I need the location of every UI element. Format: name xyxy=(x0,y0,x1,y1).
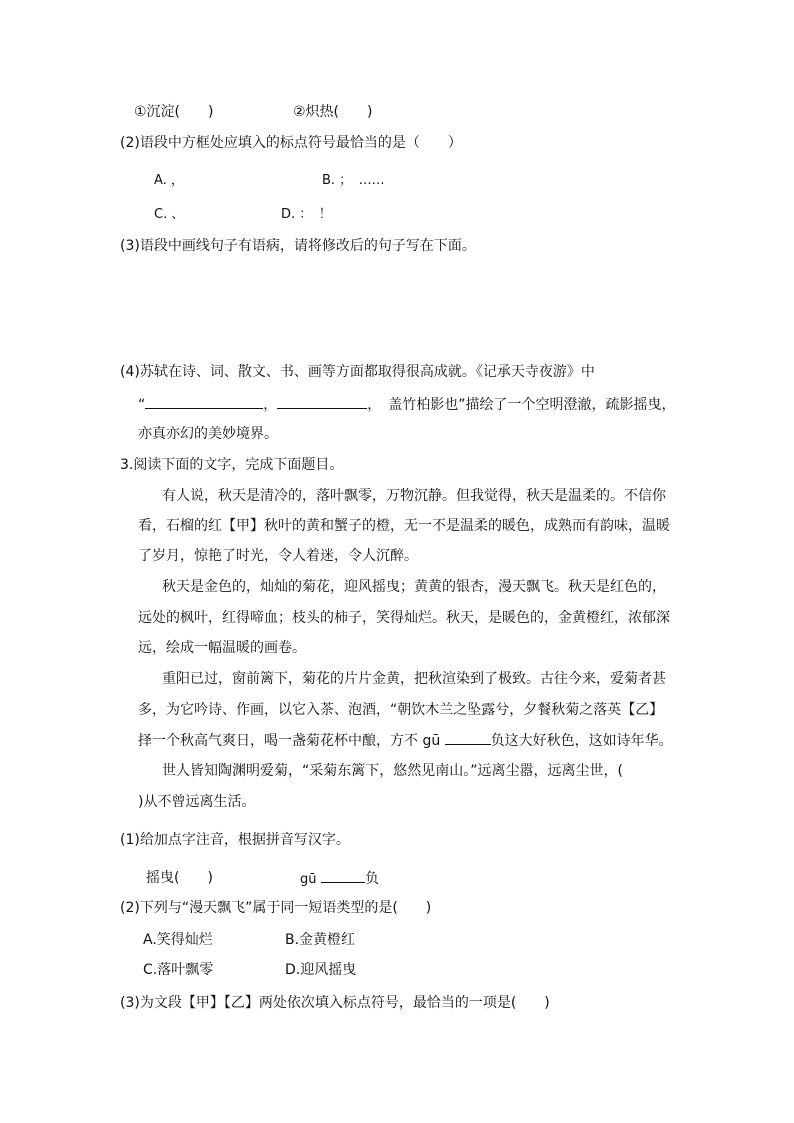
option-2: ②炽热( ) xyxy=(293,104,373,120)
pinyin-blank[interactable] xyxy=(445,730,491,745)
sub-question-1-item2 xyxy=(300,868,379,890)
comma: ， xyxy=(263,397,278,413)
option-1: ①沉淀( ) xyxy=(134,104,214,120)
passage-p1-line1: 有人说，秋天是清冷的，落叶飘零，万物沉静。但我觉得，秋天是温柔的。不信你 xyxy=(162,488,666,504)
passage-p2-line3: 远，绘成一幅温暖的画卷。 xyxy=(138,640,306,656)
hanzi-blank[interactable] xyxy=(321,868,365,883)
choice-c: C. 、 xyxy=(154,207,185,222)
question-4-stem: (4)苏轼在诗、词、散文、书、画等方面都取得很高成就。《记承天寺夜游》中 xyxy=(120,364,595,380)
choice-b: B. ； …… xyxy=(322,173,385,188)
sub-question-1-item1: 摇曳( ) xyxy=(146,870,213,886)
passage-text: 负这大好秋色，这如诗年华。 xyxy=(490,733,673,749)
passage-p1-line3: 了岁月，惊艳了时光，令人着迷，令人沉醉。 xyxy=(138,548,418,564)
question-3-stem: (3)语段中画线句子有语病，请将修改后的句子写在下面。 xyxy=(120,238,476,254)
choice-d: D.迎风摇曳 xyxy=(285,962,357,978)
choice-a: A. ， xyxy=(154,173,184,188)
passage-p3-line1: 重阳已过，窗前篱下，菊花的片片金黄，把秋渲染到了极致。古往今来，爱菊者甚 xyxy=(162,671,666,687)
answer-blank-2[interactable] xyxy=(277,394,367,409)
sub-question-1-stem: (1)给加点字注音，根据拼音写汉字。 xyxy=(120,832,350,848)
section-3-heading: 3.阅读下面的文字，完成下面题目。 xyxy=(120,457,344,473)
sub-question-3-stem: (3)为文段【甲】【乙】两处依次填入标点符号，最恰当的一项是( ) xyxy=(120,995,550,1011)
open-quote: “ xyxy=(138,397,146,413)
choice-b: B.金黄橙红 xyxy=(285,932,356,948)
passage-p4-line1: 世人皆知陶渊明爱菊，“采菊东篱下，悠然见南山。”远离尘嚣，远离尘世，( xyxy=(162,763,623,779)
passage-p3-line3 xyxy=(138,730,673,751)
passage-p2-line1: 秋天是金色的，灿灿的菊花，迎风摇曳；黄黄的银杏，漫天飘飞。秋天是红色的， xyxy=(162,579,666,595)
question-4-line3: 亦真亦幻的美妙境界。 xyxy=(138,426,278,442)
question-2-stem: (2)语段中方框处应填入的标点符号最恰当的是（ ） xyxy=(120,135,462,151)
answer-blank-1[interactable] xyxy=(145,394,263,409)
quote-tail: ， 盖竹柏影也”描绘了一个空明澄澈，疏影摇曳， xyxy=(367,397,676,413)
pinyin: gū xyxy=(300,872,317,887)
choice-a: A.笑得灿烂 xyxy=(143,932,213,948)
passage-p4-line2: )从不曾远离生活。 xyxy=(138,794,256,810)
passage-p1-line2: 看，石榴的红【甲】秋叶的黄和蟹子的橙，无一不是温柔的暖色，成熟而有韵味，温暖 xyxy=(138,518,670,534)
passage-p3-line2: 多，为它吟诗、作画，以它入茶、泡酒，“朝饮木兰之坠露兮，夕餐秋菊之落英【乙】 xyxy=(138,702,664,718)
choice-d: D. ： ！ xyxy=(281,207,332,222)
passage-p2-line2: 远处的枫叶，红得啼血；枝头的柿子，笑得灿烂。秋天，是暖色的，金黄橙红，浓郁深 xyxy=(138,610,670,626)
char: 负 xyxy=(364,871,379,887)
choice-c: C.落叶飘零 xyxy=(143,962,214,978)
passage-text: 择一个秋高气爽日，喝一盏菊花杯中酿，方不 gū xyxy=(138,733,441,749)
question-4-line2 xyxy=(138,394,676,415)
sub-question-2-stem: (2)下列与“漫天飘飞”属于同一短语类型的是( ) xyxy=(120,900,432,916)
